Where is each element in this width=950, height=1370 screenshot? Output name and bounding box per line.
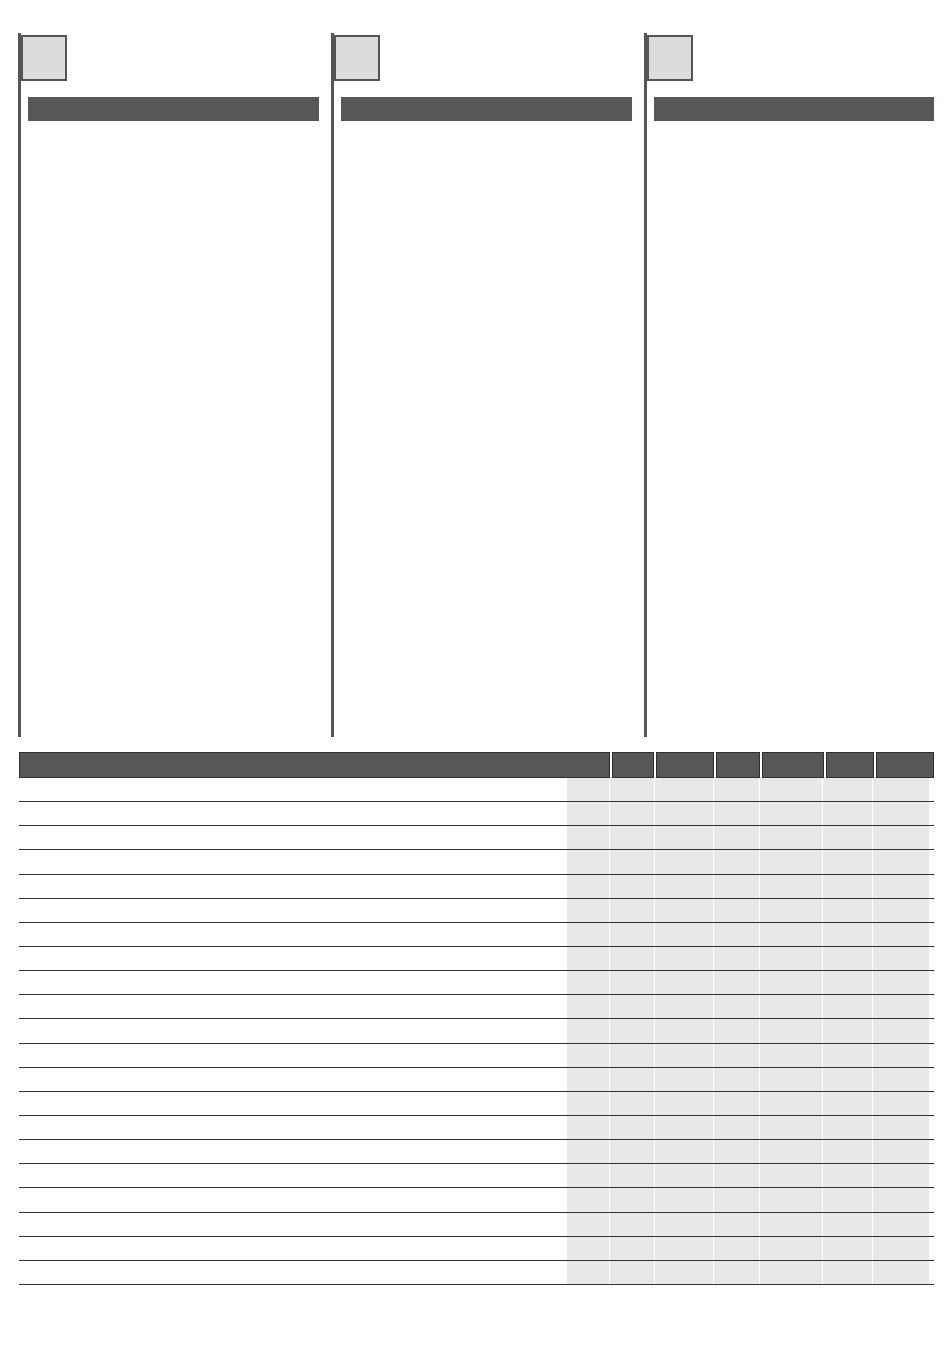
table-cell xyxy=(713,1092,759,1115)
table-cell xyxy=(759,1044,822,1067)
table-row xyxy=(19,1068,934,1092)
table-cell xyxy=(567,1068,609,1091)
table-row xyxy=(19,778,934,802)
section-body-text xyxy=(657,131,928,737)
table-cell xyxy=(822,1019,872,1042)
table-row xyxy=(19,850,934,874)
table-cell xyxy=(567,995,609,1018)
table-cell xyxy=(872,1019,929,1042)
table-cell xyxy=(822,1140,872,1163)
table-cell xyxy=(822,923,872,946)
table-cell xyxy=(567,1116,609,1139)
table-cell xyxy=(759,1213,822,1236)
table-row-label xyxy=(19,826,567,849)
table-cell xyxy=(822,826,872,849)
table-cell xyxy=(822,1213,872,1236)
table-cell xyxy=(713,1164,759,1187)
table-cell xyxy=(713,1019,759,1042)
table-cell xyxy=(872,1068,929,1091)
table-cell xyxy=(654,1068,713,1091)
section-column-3 xyxy=(644,33,934,737)
table-cell xyxy=(654,971,713,994)
table-cell xyxy=(713,1140,759,1163)
table-cell xyxy=(822,1188,872,1211)
table-cell xyxy=(822,1237,872,1260)
table-cell xyxy=(713,995,759,1018)
table-row xyxy=(19,1188,934,1212)
table-header-main xyxy=(19,752,610,778)
table-cell xyxy=(567,1188,609,1211)
table-cell xyxy=(759,1019,822,1042)
table-cell xyxy=(654,826,713,849)
table-cell xyxy=(609,1044,654,1067)
table-row xyxy=(19,1044,934,1068)
table-cell xyxy=(654,899,713,922)
section-number-box xyxy=(334,35,380,81)
table-cell xyxy=(654,995,713,1018)
table-cell xyxy=(567,899,609,922)
table-row xyxy=(19,1116,934,1140)
table-cell xyxy=(654,947,713,970)
table-cell xyxy=(609,778,654,801)
table-cell xyxy=(654,1092,713,1115)
table-cell xyxy=(759,1261,822,1284)
table-cell xyxy=(759,971,822,994)
table-cell xyxy=(872,995,929,1018)
table-row-label xyxy=(19,1261,567,1284)
table-row-label xyxy=(19,875,567,898)
table-cell xyxy=(822,995,872,1018)
table-cell xyxy=(713,947,759,970)
table-row-label xyxy=(19,899,567,922)
table-cell xyxy=(759,850,822,873)
table-cell xyxy=(713,1237,759,1260)
table-row xyxy=(19,1092,934,1116)
table-cell xyxy=(759,899,822,922)
table-cell xyxy=(609,802,654,825)
table-cell xyxy=(822,802,872,825)
table-cell xyxy=(759,826,822,849)
table-cell xyxy=(872,850,929,873)
table-cell xyxy=(822,850,872,873)
table-cell xyxy=(759,947,822,970)
section-header-bar xyxy=(28,97,319,121)
table-cell xyxy=(567,947,609,970)
section-header-bar xyxy=(341,97,632,121)
table-cell xyxy=(654,1261,713,1284)
table-cell xyxy=(872,1261,929,1284)
table-row xyxy=(19,1164,934,1188)
table-row-label xyxy=(19,1068,567,1091)
table-row-label xyxy=(19,1092,567,1115)
table-cell xyxy=(567,1044,609,1067)
table-cell xyxy=(654,1019,713,1042)
table-cell xyxy=(872,947,929,970)
table-cell xyxy=(654,778,713,801)
table-cell xyxy=(713,850,759,873)
table-cell xyxy=(822,899,872,922)
table-cell xyxy=(872,802,929,825)
table-cell xyxy=(567,802,609,825)
table-cell xyxy=(609,850,654,873)
table-cell xyxy=(713,1188,759,1211)
table-row xyxy=(19,802,934,826)
table-row-label xyxy=(19,971,567,994)
table-cell xyxy=(713,923,759,946)
table-cell xyxy=(609,1188,654,1211)
table-row-label xyxy=(19,947,567,970)
table-row xyxy=(19,899,934,923)
table-row-label xyxy=(19,1140,567,1163)
table-cell xyxy=(654,1140,713,1163)
table-cell xyxy=(759,1092,822,1115)
table-cell xyxy=(872,1044,929,1067)
table-row xyxy=(19,1213,934,1237)
data-table xyxy=(19,752,934,1285)
table-cell xyxy=(759,778,822,801)
table-cell xyxy=(609,826,654,849)
table-row-label xyxy=(19,1237,567,1260)
table-row-label xyxy=(19,778,567,801)
table-cell xyxy=(759,1188,822,1211)
table-cell xyxy=(609,1213,654,1236)
table-row xyxy=(19,971,934,995)
table-header-row xyxy=(19,752,934,778)
table-cell xyxy=(567,1140,609,1163)
table-cell xyxy=(567,971,609,994)
table-cell xyxy=(872,1213,929,1236)
table-row xyxy=(19,947,934,971)
section-column-2 xyxy=(331,33,632,737)
table-row-label xyxy=(19,1116,567,1139)
table-row-label xyxy=(19,1213,567,1236)
table-cell xyxy=(713,1068,759,1091)
table-cell xyxy=(567,1213,609,1236)
table-cell xyxy=(609,1237,654,1260)
table-cell xyxy=(609,1068,654,1091)
table-cell xyxy=(713,1044,759,1067)
table-cell xyxy=(713,1213,759,1236)
table-cell xyxy=(872,899,929,922)
table-cell xyxy=(567,1164,609,1187)
table-cell xyxy=(759,1068,822,1091)
section-header-bar xyxy=(654,97,934,121)
table-cell xyxy=(872,1116,929,1139)
table-cell xyxy=(822,1261,872,1284)
table-cell xyxy=(654,923,713,946)
table-cell xyxy=(822,1092,872,1115)
table-cell xyxy=(759,995,822,1018)
table-cell xyxy=(567,923,609,946)
table-cell xyxy=(567,778,609,801)
table-cell xyxy=(567,1019,609,1042)
table-cell xyxy=(713,802,759,825)
table-cell xyxy=(713,778,759,801)
table-cell xyxy=(822,947,872,970)
table-cell xyxy=(609,875,654,898)
table-cell xyxy=(822,1116,872,1139)
table-body xyxy=(19,778,934,1285)
table-cell xyxy=(567,875,609,898)
table-row-label xyxy=(19,850,567,873)
table-cell xyxy=(654,802,713,825)
table-row xyxy=(19,875,934,899)
table-cell xyxy=(713,875,759,898)
table-cell xyxy=(713,826,759,849)
table-cell xyxy=(609,1140,654,1163)
section-body-text xyxy=(31,131,313,737)
table-cell xyxy=(759,875,822,898)
table-cell xyxy=(872,971,929,994)
table-cell xyxy=(872,1140,929,1163)
section-body-text xyxy=(344,131,626,737)
table-header-col xyxy=(716,752,760,778)
table-row-label xyxy=(19,1164,567,1187)
table-cell xyxy=(654,850,713,873)
table-cell xyxy=(567,1092,609,1115)
table-cell xyxy=(822,1164,872,1187)
table-cell xyxy=(759,1237,822,1260)
table-row xyxy=(19,923,934,947)
table-cell xyxy=(822,875,872,898)
table-cell xyxy=(654,875,713,898)
table-cell xyxy=(759,923,822,946)
table-cell xyxy=(872,1092,929,1115)
table-cell xyxy=(609,947,654,970)
table-cell xyxy=(759,1140,822,1163)
table-cell xyxy=(609,923,654,946)
table-row xyxy=(19,826,934,850)
table-cell xyxy=(822,1068,872,1091)
table-cell xyxy=(609,1164,654,1187)
table-row-label xyxy=(19,802,567,825)
table-cell xyxy=(759,1116,822,1139)
table-cell xyxy=(872,1237,929,1260)
table-header-col xyxy=(876,752,934,778)
table-row-label xyxy=(19,1044,567,1067)
table-cell xyxy=(567,826,609,849)
table-cell xyxy=(872,778,929,801)
table-cell xyxy=(609,899,654,922)
table-row xyxy=(19,1261,934,1285)
table-cell xyxy=(567,1237,609,1260)
table-cell xyxy=(609,995,654,1018)
table-cell xyxy=(822,1044,872,1067)
table-row-label xyxy=(19,1019,567,1042)
table-cell xyxy=(654,1116,713,1139)
table-cell xyxy=(713,1261,759,1284)
table-cell xyxy=(872,1188,929,1211)
table-cell xyxy=(713,971,759,994)
table-cell xyxy=(759,802,822,825)
table-cell xyxy=(609,971,654,994)
table-cell xyxy=(654,1213,713,1236)
table-cell xyxy=(822,778,872,801)
table-row xyxy=(19,1140,934,1164)
table-cell xyxy=(609,1019,654,1042)
table-cell xyxy=(872,923,929,946)
table-row-label xyxy=(19,923,567,946)
table-header-col xyxy=(656,752,714,778)
table-header-col xyxy=(612,752,654,778)
table-cell xyxy=(713,899,759,922)
table-cell xyxy=(567,850,609,873)
table-row xyxy=(19,1019,934,1043)
table-cell xyxy=(822,971,872,994)
table-cell xyxy=(654,1164,713,1187)
table-cell xyxy=(609,1116,654,1139)
table-cell xyxy=(872,826,929,849)
table-cell xyxy=(609,1092,654,1115)
table-cell xyxy=(609,1261,654,1284)
table-row xyxy=(19,995,934,1019)
table-cell xyxy=(713,1116,759,1139)
table-cell xyxy=(759,1164,822,1187)
section-number-box xyxy=(647,35,693,81)
table-cell xyxy=(654,1237,713,1260)
table-row-label xyxy=(19,995,567,1018)
table-row xyxy=(19,1237,934,1261)
table-header-col xyxy=(762,752,824,778)
table-cell xyxy=(654,1188,713,1211)
table-cell xyxy=(654,1044,713,1067)
table-cell xyxy=(567,1261,609,1284)
table-cell xyxy=(872,875,929,898)
table-cell xyxy=(872,1164,929,1187)
section-column-1 xyxy=(18,33,319,737)
table-header-col xyxy=(826,752,874,778)
table-row-label xyxy=(19,1188,567,1211)
section-number-box xyxy=(21,35,67,81)
